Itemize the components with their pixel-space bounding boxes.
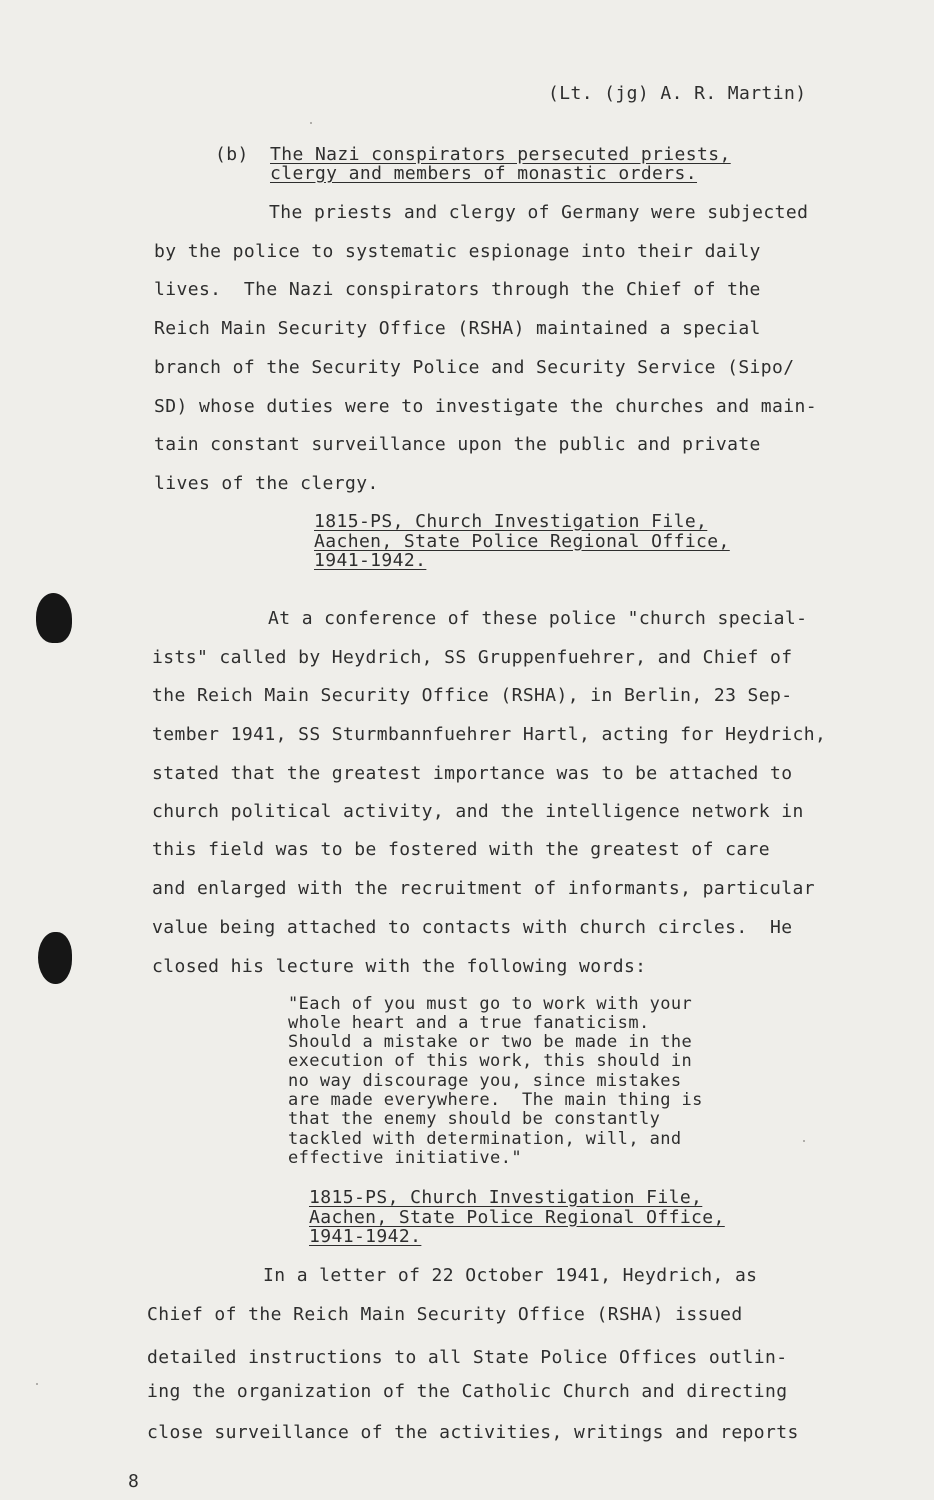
paragraph-line: ists" called by Heydrich, SS Gruppenfuehrer, and Chief of xyxy=(152,647,793,668)
paragraph-line: tember 1941, SS Sturmbannfuehrer Hartl, acting for Heydrich, xyxy=(152,724,827,745)
paragraph-line: Reich Main Security Office (RSHA) maintained a special xyxy=(154,318,761,339)
citation-line: 1815-PS, Church Investigation File, xyxy=(309,1187,703,1208)
quote-line: that the enemy should be constantly xyxy=(288,1109,661,1129)
quote-line: Should a mistake or two be made in the xyxy=(288,1032,693,1052)
paragraph-line: ing the organization of the Catholic Church and directing xyxy=(147,1381,788,1402)
paragraph-line: tain constant surveillance upon the public and private xyxy=(154,434,761,455)
paragraph-line: branch of the Security Police and Security Service (Sipo/ xyxy=(154,357,795,378)
paper-speck xyxy=(310,122,312,124)
section-heading-line: The Nazi conspirators persecuted priests, xyxy=(270,144,731,165)
paragraph-line: the Reich Main Security Office (RSHA), in Berlin, 23 Sep- xyxy=(152,685,793,706)
paragraph-line: Chief of the Reich Main Security Office (RSHA) issued xyxy=(147,1304,743,1325)
quote-line: "Each of you must go to work with your xyxy=(288,994,693,1014)
citation-line: Aachen, State Police Regional Office, xyxy=(309,1207,725,1228)
citation-line: 1815-PS, Church Investigation File, xyxy=(314,511,708,532)
paragraph-line: stated that the greatest importance was to be attached to xyxy=(152,763,793,784)
paragraph-line: In a letter of 22 October 1941, Heydrich, as xyxy=(263,1265,758,1286)
quote-line: effective initiative." xyxy=(288,1148,522,1168)
quote-line: execution of this work, this should in xyxy=(288,1051,693,1071)
paragraph-line: closed his lecture with the following words: xyxy=(152,956,647,977)
paragraph-line: At a conference of these police "church special- xyxy=(268,608,808,629)
paragraph-line: The priests and clergy of Germany were subjected xyxy=(269,202,809,223)
paragraph-line: lives. The Nazi conspirators through the Chief of the xyxy=(154,279,761,300)
quote-line: are made everywhere. The main thing is xyxy=(288,1090,703,1110)
paragraph-line: value being attached to contacts with church circles. He xyxy=(152,917,793,938)
paragraph-line: detailed instructions to all State Police Offices outlin- xyxy=(147,1347,788,1368)
section-heading-line: clergy and members of monastic orders. xyxy=(270,163,698,184)
citation-line: 1941-1942. xyxy=(314,550,427,571)
paper-speck xyxy=(803,1140,805,1142)
paragraph-line: close surveillance of the activities, writings and reports xyxy=(147,1422,799,1443)
punch-hole-upper xyxy=(36,593,72,643)
paragraph-line: this field was to be fostered with the greatest of care xyxy=(152,839,771,860)
quote-line: no way discourage you, since mistakes xyxy=(288,1071,682,1091)
paragraph-line: lives of the clergy. xyxy=(154,473,379,494)
punch-hole-lower xyxy=(38,932,72,984)
page-number: 8 xyxy=(128,1471,140,1492)
quote-line: whole heart and a true fanaticism. xyxy=(288,1013,650,1033)
paragraph-line: by the police to systematic espionage into their daily xyxy=(154,241,761,262)
quote-line: tackled with determination, will, and xyxy=(288,1129,682,1149)
paragraph-line: church political activity, and the intelligence network in xyxy=(152,801,804,822)
paper-speck xyxy=(36,1383,38,1385)
citation-line: 1941-1942. xyxy=(309,1226,422,1247)
section-marker: (b) xyxy=(215,144,249,165)
paragraph-line: SD) whose duties were to investigate the churches and main- xyxy=(154,396,817,417)
citation-line: Aachen, State Police Regional Office, xyxy=(314,531,730,552)
paragraph-line: and enlarged with the recruitment of informants, particular xyxy=(152,878,815,899)
author-attribution: (Lt. (jg) A. R. Martin) xyxy=(548,83,807,104)
